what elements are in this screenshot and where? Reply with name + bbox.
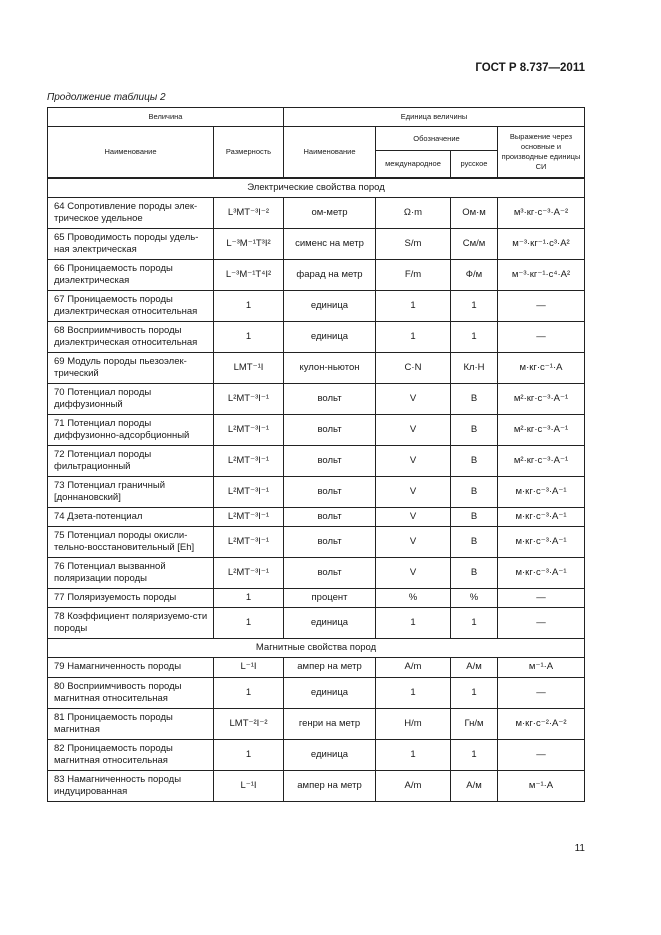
row-dimension: L²MT⁻³I⁻¹ xyxy=(214,476,284,507)
header-name: Наименование xyxy=(48,127,214,178)
row-rus-symbol: 1 xyxy=(451,739,498,770)
table-row xyxy=(48,770,585,801)
row-unit-name: единица xyxy=(284,290,376,321)
header-dimension: Размерность xyxy=(214,127,284,178)
row-intl-symbol: 1 xyxy=(376,607,451,638)
row-expression: — xyxy=(498,677,585,708)
table-row xyxy=(48,228,585,259)
row-name: 68 Восприимчивость породы диэлектрическая относительная xyxy=(48,321,214,352)
row-name: 64 Сопротивление породы элек-трическое удельное xyxy=(48,197,214,228)
row-intl-symbol: 1 xyxy=(376,321,451,352)
section-header xyxy=(48,638,585,657)
table-row xyxy=(48,607,585,638)
row-name: 69 Модуль породы пьезоэлек-трический xyxy=(48,352,214,383)
row-name: 82 Проницаемость породы магнитная относительная xyxy=(48,739,214,770)
row-unit-name: ампер на метр xyxy=(284,657,376,677)
row-rus-symbol: В xyxy=(451,414,498,445)
row-intl-symbol: F/m xyxy=(376,259,451,290)
row-unit-name: единица xyxy=(284,607,376,638)
row-dimension: L²MT⁻³I⁻¹ xyxy=(214,507,284,526)
row-expression: м⁻¹·А xyxy=(498,657,585,677)
row-expression: — xyxy=(498,290,585,321)
row-intl-symbol: C·N xyxy=(376,352,451,383)
row-unit-name: вольт xyxy=(284,383,376,414)
row-name: 73 Потенциал граничный [доннановский] xyxy=(48,476,214,507)
row-expression: м·кг·с⁻³·А⁻¹ xyxy=(498,526,585,557)
row-unit-name: сименс на метр xyxy=(284,228,376,259)
table-row xyxy=(48,476,585,507)
row-intl-symbol: V xyxy=(376,507,451,526)
row-rus-symbol: 1 xyxy=(451,290,498,321)
row-unit-name: фарад на метр xyxy=(284,259,376,290)
row-intl-symbol: Ω·m xyxy=(376,197,451,228)
row-unit-name: вольт xyxy=(284,526,376,557)
row-unit-name: единица xyxy=(284,677,376,708)
header-russian: русское xyxy=(451,151,498,178)
row-unit-name: кулон-ньютон xyxy=(284,352,376,383)
table-row xyxy=(48,677,585,708)
row-intl-symbol: 1 xyxy=(376,677,451,708)
row-expression: м·кг·с⁻³·А⁻¹ xyxy=(498,507,585,526)
row-dimension: L⁻³M⁻¹T³I² xyxy=(214,228,284,259)
row-name: 80 Восприимчивость породы магнитная относительная xyxy=(48,677,214,708)
section-title: Магнитные свойства пород xyxy=(48,638,585,657)
row-name: 65 Проводимость породы удель-ная электрическая xyxy=(48,228,214,259)
table-row xyxy=(48,557,585,588)
row-expression: — xyxy=(498,588,585,607)
row-expression: м²·кг·с⁻³·А⁻¹ xyxy=(498,414,585,445)
row-rus-symbol: См/м xyxy=(451,228,498,259)
row-intl-symbol: H/m xyxy=(376,708,451,739)
row-expression: м·кг·с⁻¹·А xyxy=(498,352,585,383)
row-unit-name: ампер на метр xyxy=(284,770,376,801)
row-expression: м⁻¹·А xyxy=(498,770,585,801)
row-rus-symbol: А/м xyxy=(451,770,498,801)
row-unit-name: процент xyxy=(284,588,376,607)
table-row xyxy=(48,259,585,290)
page-number: 11 xyxy=(574,843,585,854)
table-body xyxy=(48,178,585,802)
row-dimension: 1 xyxy=(214,588,284,607)
table-row xyxy=(48,414,585,445)
row-dimension: L²MT⁻³I⁻¹ xyxy=(214,557,284,588)
row-expression: м·кг·с⁻³·А⁻¹ xyxy=(498,557,585,588)
table-caption: Продолжение таблицы 2 xyxy=(47,92,166,103)
row-intl-symbol: S/m xyxy=(376,228,451,259)
row-name: 71 Потенциал породы диффузионно-адсорбционный xyxy=(48,414,214,445)
table-row xyxy=(48,290,585,321)
row-rus-symbol: Ф/м xyxy=(451,259,498,290)
row-rus-symbol: В xyxy=(451,526,498,557)
row-name: 75 Потенциал породы окисли-тельно-восстановительный [Eh] xyxy=(48,526,214,557)
row-dimension: L³MT⁻³I⁻² xyxy=(214,197,284,228)
row-dimension: 1 xyxy=(214,321,284,352)
row-name: 77 Поляризуемость породы xyxy=(48,588,214,607)
section-title: Электрические свойства пород xyxy=(48,178,585,198)
header-quantity: Величина xyxy=(48,108,284,127)
table-row xyxy=(48,445,585,476)
table-row xyxy=(48,197,585,228)
row-rus-symbol: 1 xyxy=(451,607,498,638)
row-dimension: L²MT⁻³I⁻¹ xyxy=(214,526,284,557)
row-expression: — xyxy=(498,321,585,352)
row-intl-symbol: 1 xyxy=(376,290,451,321)
row-dimension: 1 xyxy=(214,739,284,770)
row-dimension: L²MT⁻³I⁻¹ xyxy=(214,414,284,445)
row-dimension: L⁻¹I xyxy=(214,657,284,677)
row-unit-name: единица xyxy=(284,739,376,770)
row-name: 74 Дзета-потенциал xyxy=(48,507,214,526)
row-expression: м·кг·с⁻³·А⁻¹ xyxy=(498,476,585,507)
row-intl-symbol: 1 xyxy=(376,739,451,770)
standard-code: ГОСТ Р 8.737—2011 xyxy=(475,62,585,74)
row-rus-symbol: В xyxy=(451,507,498,526)
row-dimension: 1 xyxy=(214,607,284,638)
row-intl-symbol: A/m xyxy=(376,657,451,677)
row-rus-symbol: Гн/м xyxy=(451,708,498,739)
row-unit-name: вольт xyxy=(284,557,376,588)
row-rus-symbol: % xyxy=(451,588,498,607)
row-name: 79 Намагниченность породы xyxy=(48,657,214,677)
row-dimension: LMT⁻¹I xyxy=(214,352,284,383)
table-row xyxy=(48,708,585,739)
row-expression: — xyxy=(498,739,585,770)
row-unit-name: единица xyxy=(284,321,376,352)
header-unit: Единица величины xyxy=(284,108,585,127)
row-dimension: L²MT⁻³I⁻¹ xyxy=(214,383,284,414)
row-dimension: LMT⁻²I⁻² xyxy=(214,708,284,739)
row-rus-symbol: Ом·м xyxy=(451,197,498,228)
row-dimension: L⁻³M⁻¹T⁴I² xyxy=(214,259,284,290)
row-name: 70 Потенциал породы диффузионный xyxy=(48,383,214,414)
row-expression: м·кг·с⁻²·А⁻² xyxy=(498,708,585,739)
row-intl-symbol: V xyxy=(376,526,451,557)
row-rus-symbol: В xyxy=(451,383,498,414)
table-row xyxy=(48,383,585,414)
row-expression: м⁻³·кг⁻¹·с³·А² xyxy=(498,228,585,259)
row-name: 81 Проницаемость породы магнитная xyxy=(48,708,214,739)
row-name: 67 Проницаемость породы диэлектрическая относительная xyxy=(48,290,214,321)
row-intl-symbol: V xyxy=(376,414,451,445)
row-expression: — xyxy=(498,607,585,638)
row-unit-name: ом-метр xyxy=(284,197,376,228)
row-name: 83 Намагниченность породы индуцированная xyxy=(48,770,214,801)
row-dimension: 1 xyxy=(214,290,284,321)
row-unit-name: вольт xyxy=(284,414,376,445)
row-name: 78 Коэффициент поляризуемо-сти породы xyxy=(48,607,214,638)
row-expression: м²·кг·с⁻³·А⁻¹ xyxy=(498,445,585,476)
row-intl-symbol: A/m xyxy=(376,770,451,801)
row-unit-name: вольт xyxy=(284,476,376,507)
table-row xyxy=(48,321,585,352)
row-rus-symbol: В xyxy=(451,445,498,476)
table-row xyxy=(48,526,585,557)
row-rus-symbol: А/м xyxy=(451,657,498,677)
row-intl-symbol: V xyxy=(376,445,451,476)
row-unit-name: вольт xyxy=(284,445,376,476)
row-intl-symbol: V xyxy=(376,476,451,507)
row-expression: м³·кг·с⁻³·А⁻² xyxy=(498,197,585,228)
row-intl-symbol: V xyxy=(376,383,451,414)
row-dimension: 1 xyxy=(214,677,284,708)
row-expression: м⁻³·кг⁻¹·с⁴·А² xyxy=(498,259,585,290)
units-table xyxy=(47,107,585,802)
row-unit-name: генри на метр xyxy=(284,708,376,739)
table-row xyxy=(48,657,585,677)
table-row xyxy=(48,739,585,770)
table-row xyxy=(48,507,585,526)
row-rus-symbol: 1 xyxy=(451,321,498,352)
row-intl-symbol: % xyxy=(376,588,451,607)
row-unit-name: вольт xyxy=(284,507,376,526)
header-expression: Выражение через основные и производные единицы СИ xyxy=(498,127,585,178)
row-name: 66 Проницаемость породы диэлектрическая xyxy=(48,259,214,290)
row-dimension: L⁻¹I xyxy=(214,770,284,801)
header-designation: Обозначение xyxy=(376,127,498,151)
row-rus-symbol: В xyxy=(451,557,498,588)
section-header xyxy=(48,178,585,198)
header-international: международное xyxy=(376,151,451,178)
table-row xyxy=(48,352,585,383)
row-rus-symbol: 1 xyxy=(451,677,498,708)
row-name: 76 Потенциал вызванной поляризации породы xyxy=(48,557,214,588)
row-intl-symbol: V xyxy=(376,557,451,588)
table-row xyxy=(48,588,585,607)
row-rus-symbol: В xyxy=(451,476,498,507)
row-dimension: L²MT⁻³I⁻¹ xyxy=(214,445,284,476)
row-rus-symbol: Кл·Н xyxy=(451,352,498,383)
row-name: 72 Потенциал породы фильтрационный xyxy=(48,445,214,476)
header-unit-name: Наименование xyxy=(284,127,376,178)
row-expression: м²·кг·с⁻³·А⁻¹ xyxy=(498,383,585,414)
